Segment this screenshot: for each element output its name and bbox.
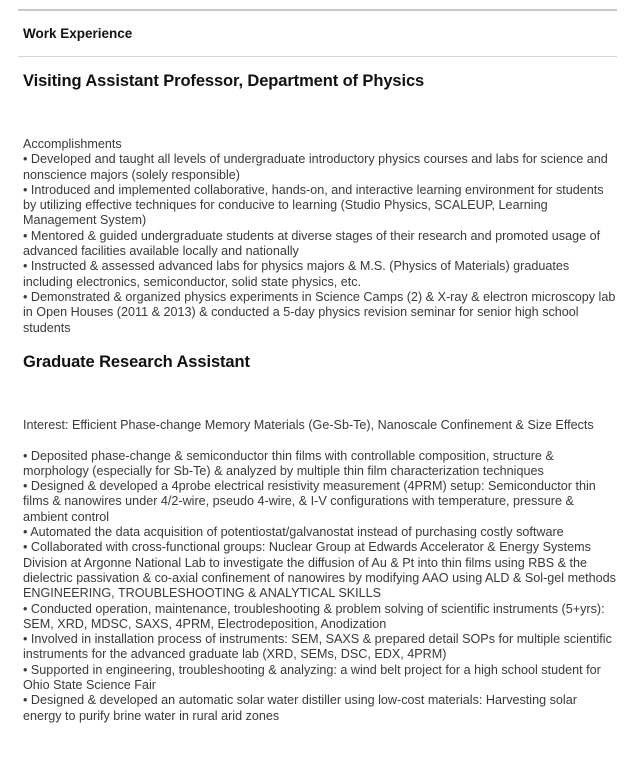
skills-bullet: • Conducted operation, maintenance, troubleshooting & problem solving of scientific instruments (5+yrs): SEM, XRD, MDSC, SAXS, 4PRM, Electrodeposition, Anodization [23, 601, 605, 631]
top-divider [18, 9, 617, 11]
job-title: Visiting Assistant Professor, Department of Physics [23, 72, 425, 90]
job-description [23, 418, 617, 724]
job-entry [23, 71, 617, 336]
job-description [23, 137, 617, 336]
section-title: Work Experience [23, 26, 133, 41]
section-divider [18, 56, 617, 57]
job-title: Graduate Research Assistant [23, 353, 250, 371]
job-bullet: • Mentored & guided undergraduate students at diverse stages of their research and promoted usage of advanced facilities available locally and nationally [23, 228, 601, 259]
job-intro: Accomplishments [23, 137, 122, 151]
skills-bullet: • Supported in engineering, troubleshooting & analyzing: a wind belt project for a high school student for Ohio State Science Fair [23, 662, 601, 693]
job-bullet: • Demonstrated & organized physics experiments in Science Camps (2) & X-ray & electron microscopy lab in Open Houses (2011 & 2013) & conducted a 5-day physics revision seminar for senior high school students [23, 289, 616, 335]
job-bullet: • Collaborated with cross-functional groups: Nuclear Group at Edwards Accelerator & Energy Systems Division at Argonne National Lab to investigate the diffusion of Au & Pt into thin films using RBS & the dielectric passivation & co-axial confinement of nanowires by modifying AAO using ALD & Sol-gel methods [23, 540, 616, 585]
job-intro: Interest: Efficient Phase-change Memory Materials (Ge-Sb-Te), Nanoscale Confinement & Size Effects [23, 418, 594, 432]
job-bullet: • Instructed & assessed advanced labs for physics majors & M.S. (Physics of Materials) graduates including electronics, semiconductor, solid state physics, etc. [23, 259, 570, 289]
job-bullet: • Deposited phase-change & semiconductor thin films with controllable composition, structure & morphology (especially for Sb-Te) & analyzed by multiple thin film characterization techniques [23, 448, 554, 478]
job-entry [23, 352, 617, 724]
job-bullet: • Automated the data acquisition of potentiostat/galvanostat instead of purchasing costly software [23, 525, 564, 540]
job-bullet: • Developed and taught all levels of undergraduate introductory physics courses and labs for science and nonscience majors (solely responsible) [23, 152, 608, 182]
job-bullet: • Designed & developed a 4probe electrical resistivity measurement (4PRM) setup: Semiconductor thin films & nanowires under 4/2-wire, pseudo 4-wire, & I-V configurations with temperature, pressure & ambient control [23, 479, 596, 524]
spacer [23, 433, 617, 448]
skills-bullet: • Designed & developed an automatic solar water distiller using low-cost materials: Harvesting solar energy to purify brine water in rural arid zones [23, 693, 577, 723]
job-bullet: • Introduced and implemented collaborative, hands-on, and interactive learning environment for students by utilizing effective techniques for conducive to learning (Studio Physics, SCALEUP, Learning Management System) [23, 182, 604, 228]
skills-bullet: • Involved in installation process of instruments: SEM, SAXS & prepared detail SOPs for multiple scientific instruments for the advanced graduate lab (XRD, SEMs, DSC, EDX, 4PRM) [23, 632, 612, 662]
skills-subheading: ENGINEERING, TROUBLESHOOTING & ANALYTICAL SKILLS [23, 586, 382, 601]
